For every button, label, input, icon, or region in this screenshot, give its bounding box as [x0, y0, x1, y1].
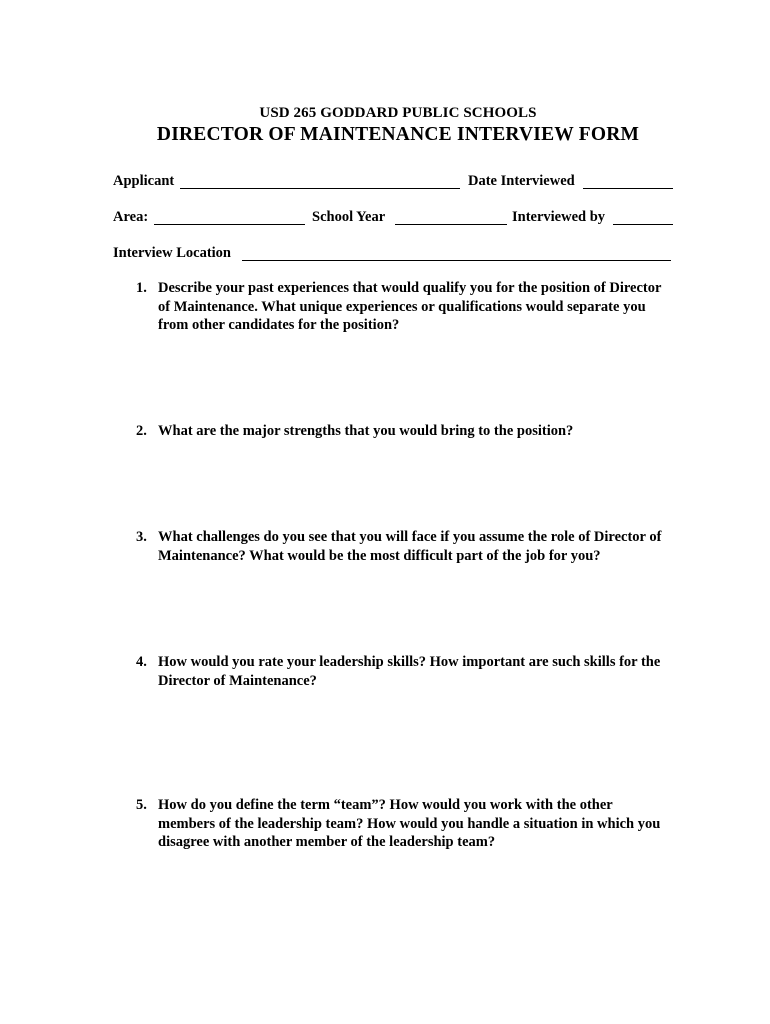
form-title: DIRECTOR OF MAINTENANCE INTERVIEW FORM	[156, 124, 640, 145]
date-interviewed-label: Date Interviewed	[468, 173, 575, 189]
question-text: How do you define the term “team”? How would you work with the other members of the leadership team? How would you handle a situation in which you disagree with another member of the leadership team?	[158, 797, 661, 850]
date-interviewed-line[interactable]	[583, 188, 673, 189]
school-year-label: School Year	[312, 209, 386, 225]
applicant-label: Applicant	[113, 173, 175, 189]
school-year-line[interactable]	[395, 224, 507, 225]
interviewed-by-label: Interviewed by	[512, 209, 606, 225]
interview-location-label: Interview Location	[113, 245, 231, 261]
question-text: Describe your past experiences that would qualify you for the position of Director of Maintenance. What unique experiences or qualifications would separate you from other candidates for the position?	[158, 280, 662, 333]
area-label: Area:	[113, 209, 149, 225]
question-number: 4.	[136, 654, 147, 670]
question-text: What are the major strengths that you would bring to the position?	[158, 423, 574, 439]
interviewed-by-line[interactable]	[613, 224, 673, 225]
district-name: USD 265 GODDARD PUBLIC SCHOOLS	[259, 105, 537, 121]
question-number: 3.	[136, 529, 147, 545]
applicant-line[interactable]	[180, 188, 460, 189]
question-number: 1.	[136, 280, 147, 296]
question-text: What challenges do you see that you will face if you assume the role of Director of Maintenance? What would be the most difficult part of the job for you?	[158, 529, 662, 564]
applicant-row	[113, 172, 675, 192]
area-row	[113, 208, 675, 228]
question-number: 2.	[136, 423, 147, 439]
interview-location-row	[113, 244, 675, 264]
interview-location-line[interactable]	[242, 260, 671, 261]
question-text: How would you rate your leadership skills? How important are such skills for the Director of Maintenance?	[158, 654, 661, 689]
area-line[interactable]	[154, 224, 305, 225]
question-number: 5.	[136, 797, 147, 813]
